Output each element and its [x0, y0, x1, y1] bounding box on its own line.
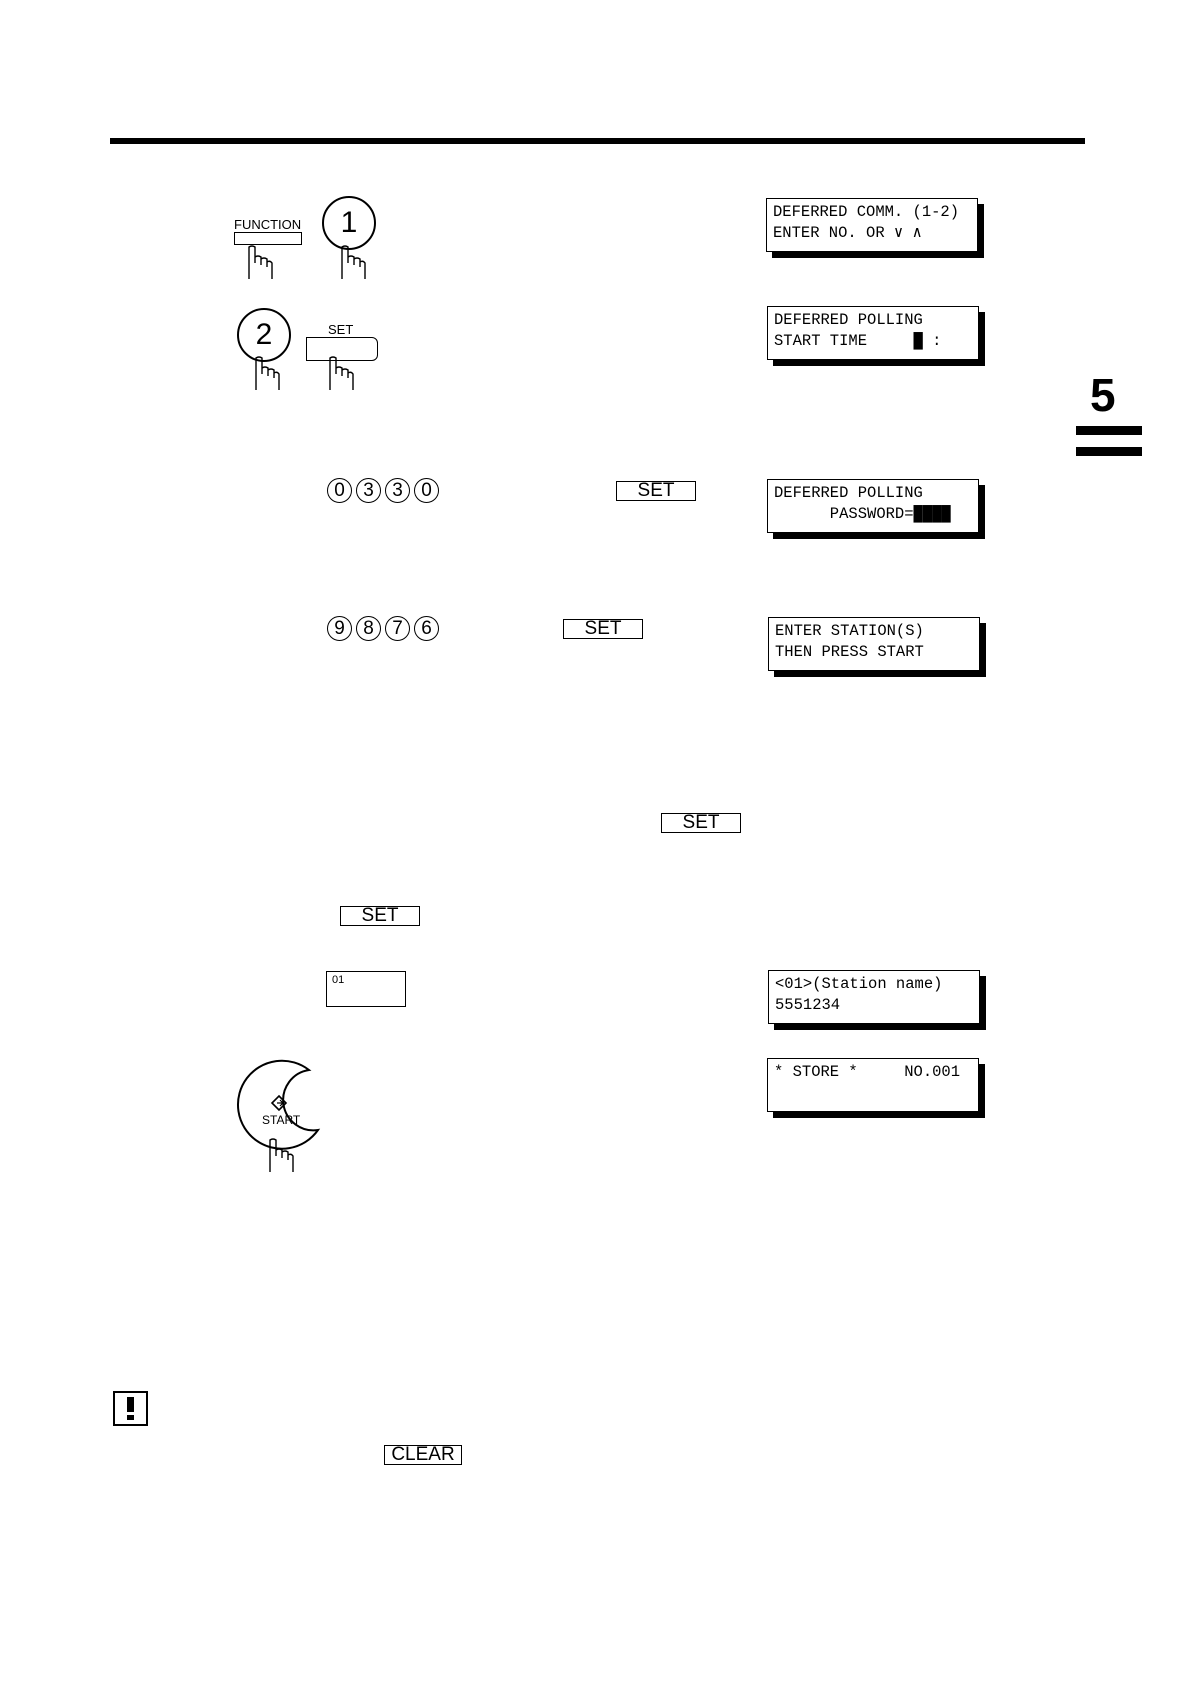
lcd-line-2: ENTER NO. OR ∨ ∧: [773, 224, 922, 242]
set-key-inline[interactable]: SET: [563, 619, 643, 639]
finger-press-icon: [322, 356, 362, 392]
lcd-display-step3: [767, 479, 979, 533]
set-key-label: SET: [328, 322, 354, 337]
lcd-line-1: <01>(Station name): [775, 975, 943, 993]
top-rule: [110, 138, 1085, 144]
function-key-label: FUNCTION: [234, 217, 302, 232]
lcd-display-step1: [766, 198, 978, 252]
start-key[interactable]: [234, 1058, 324, 1150]
circled-digit[interactable]: 0: [327, 478, 352, 503]
circled-digit[interactable]: 3: [356, 478, 381, 503]
function-key-body: [234, 232, 302, 245]
circled-digit[interactable]: 8: [356, 616, 381, 641]
lcd-line-1: DEFERRED POLLING: [774, 484, 923, 502]
lcd-line-1: * STORE * NO.001: [774, 1063, 961, 1081]
lcd-display-step7: [768, 970, 980, 1024]
chapter-number: 5: [1090, 369, 1116, 421]
set-key-inline[interactable]: SET: [616, 481, 696, 501]
note-icon: [113, 1391, 148, 1426]
circled-digit[interactable]: 6: [414, 616, 439, 641]
finger-press-icon: [248, 356, 288, 392]
lcd-display-step2: [767, 306, 979, 360]
lcd-line-2: THEN PRESS START: [775, 643, 924, 661]
finger-press-icon: [262, 1138, 302, 1174]
lcd-line-2: PASSWORD=████: [774, 505, 951, 523]
lcd-line-1: DEFERRED COMM. (1-2): [773, 203, 960, 221]
lcd-display-step8: [767, 1058, 979, 1112]
lcd-line-1: DEFERRED POLLING: [774, 311, 923, 329]
key-2[interactable]: [237, 308, 291, 362]
station-key[interactable]: 01: [326, 971, 406, 1007]
lcd-line-2: 5551234: [775, 996, 841, 1014]
key-1-label: 1: [340, 206, 358, 239]
lcd-line-2: START TIME █ :: [774, 332, 942, 350]
lcd-line-1: ENTER STATION(S): [775, 622, 924, 640]
circled-digit[interactable]: 9: [327, 616, 352, 641]
finger-press-icon: [334, 245, 374, 281]
digit-sequence: [327, 478, 439, 503]
function-key[interactable]: [234, 217, 302, 245]
digit-sequence: [327, 616, 439, 641]
chapter-bar-top: [1076, 426, 1142, 435]
circled-digit[interactable]: 0: [414, 478, 439, 503]
clear-key[interactable]: CLEAR: [384, 1445, 462, 1465]
set-key-inline[interactable]: SET: [661, 813, 741, 833]
lcd-display-step4: [768, 617, 980, 671]
key-1[interactable]: [322, 196, 376, 250]
chapter-bar-bottom: [1076, 447, 1142, 456]
finger-press-icon: [241, 245, 281, 281]
set-key-inline[interactable]: SET: [340, 906, 420, 926]
circled-digit[interactable]: 7: [385, 616, 410, 641]
key-2-label: 2: [255, 318, 273, 351]
start-key-label: START: [262, 1113, 301, 1127]
circled-digit[interactable]: 3: [385, 478, 410, 503]
